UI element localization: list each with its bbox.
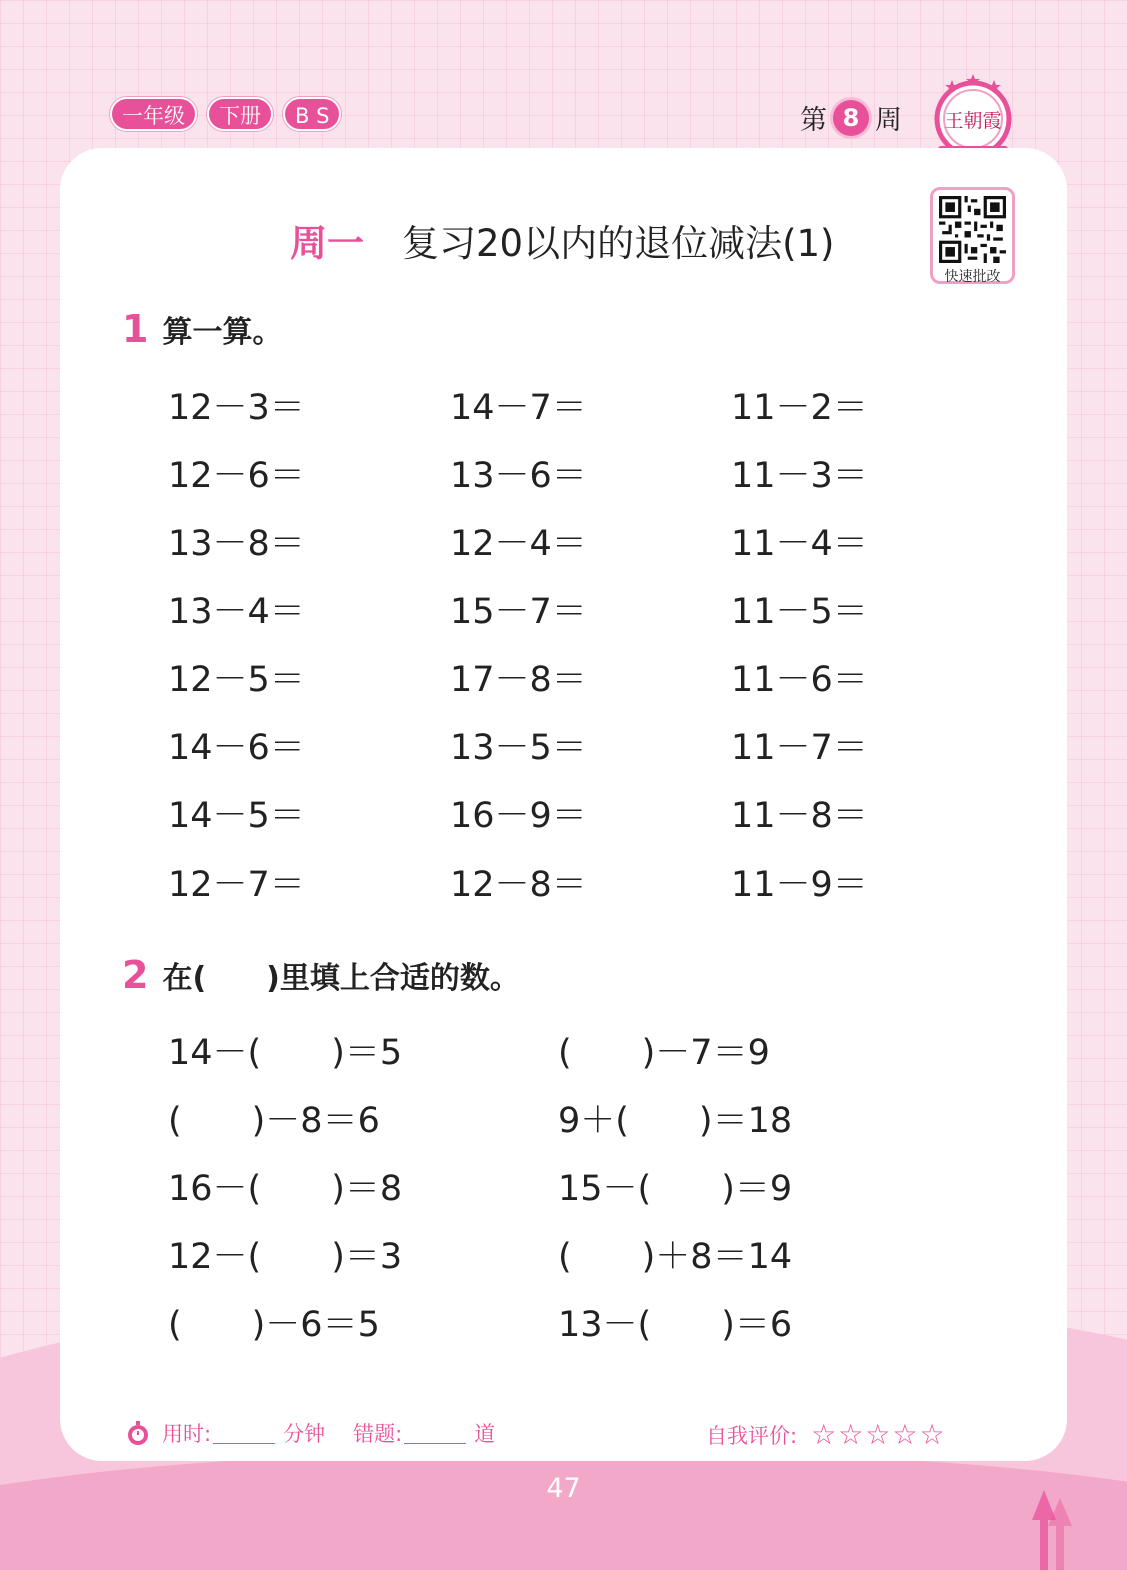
problem-5-2: 17－8＝ xyxy=(450,660,587,700)
week-label xyxy=(800,98,902,137)
section-1-number: 1 xyxy=(122,307,149,351)
time-and-errors xyxy=(124,1418,495,1448)
week-prefix: 第 xyxy=(800,105,827,136)
qr-label: 快速批改 xyxy=(944,269,1001,285)
fill-blank-1-2: ( )－7＝9 xyxy=(558,1033,770,1073)
fill-blank-1-1: 14－( )＝5 xyxy=(168,1033,403,1073)
section-2-number: 2 xyxy=(122,953,149,997)
fill-blank-2-2: 9＋( )＝18 xyxy=(558,1101,793,1141)
star-rating[interactable]: ☆☆☆☆☆ xyxy=(811,1418,947,1451)
problem-2-3: 11－3＝ xyxy=(731,456,868,496)
fill-blank-5-2: 13－( )＝6 xyxy=(558,1305,793,1345)
volume-tag: 下册 xyxy=(207,97,273,131)
problem-8-2: 12－8＝ xyxy=(450,865,587,905)
qr-code-icon xyxy=(939,196,1006,263)
fill-blank-3-2: 15－( )＝9 xyxy=(558,1169,793,1209)
fill-blank-5-1: ( )－6＝5 xyxy=(168,1305,380,1345)
section-2-heading xyxy=(122,953,520,997)
problem-7-1: 14－5＝ xyxy=(168,796,305,836)
self-eval-label: 自我评价: xyxy=(706,1423,798,1448)
problem-1-1: 12－3＝ xyxy=(168,388,305,428)
problem-3-3: 11－4＝ xyxy=(731,524,868,564)
problem-1-2: 14－7＝ xyxy=(450,388,587,428)
problem-5-1: 12－5＝ xyxy=(168,660,305,700)
grade-tag: 一年级 xyxy=(110,97,197,131)
edition-tag: B S xyxy=(283,97,341,131)
problem-6-1: 14－6＝ xyxy=(168,728,305,768)
fill-blank-4-1: 12－( )＝3 xyxy=(168,1237,403,1277)
time-label: 用时: xyxy=(162,1422,212,1446)
fill-blank-4-2: ( )＋8＝14 xyxy=(558,1237,793,1277)
fill-blank-2-1: ( )－8＝6 xyxy=(168,1101,380,1141)
quick-grading-qr[interactable] xyxy=(930,187,1015,284)
problem-2-2: 13－6＝ xyxy=(450,456,587,496)
arrow-decoration-icon xyxy=(1030,1490,1075,1570)
lesson-day: 周一 xyxy=(290,222,364,265)
problem-7-3: 11－8＝ xyxy=(731,796,868,836)
problem-5-3: 11－6＝ xyxy=(731,660,868,700)
section-1-title: 算一算。 xyxy=(162,315,283,350)
errors-blank[interactable] xyxy=(404,1422,466,1444)
fill-blank-3-1: 16－( )＝8 xyxy=(168,1169,403,1209)
problem-4-3: 11－5＝ xyxy=(731,592,868,632)
errors-unit: 道 xyxy=(474,1422,496,1446)
problem-7-2: 16－9＝ xyxy=(450,796,587,836)
problem-6-2: 13－5＝ xyxy=(450,728,587,768)
week-suffix: 周 xyxy=(875,105,902,136)
errors-label: 错题: xyxy=(353,1422,403,1446)
lesson-title xyxy=(290,213,835,267)
self-evaluation xyxy=(706,1418,947,1451)
week-number-badge: 8 xyxy=(833,100,869,136)
background-hill-front xyxy=(0,1450,1127,1570)
problem-4-2: 15－7＝ xyxy=(450,592,587,632)
time-blank[interactable] xyxy=(213,1422,275,1444)
problem-3-2: 12－4＝ xyxy=(450,524,587,564)
time-unit: 分钟 xyxy=(283,1422,326,1446)
lesson-topic: 复习20以内的退位减法(1) xyxy=(402,222,835,265)
problem-8-3: 11－9＝ xyxy=(731,865,868,905)
problem-1-3: 11－2＝ xyxy=(731,388,868,428)
stopwatch-icon xyxy=(124,1419,152,1447)
problem-6-3: 11－7＝ xyxy=(731,728,868,768)
svg-text:王朝霞: 王朝霞 xyxy=(944,110,1002,132)
problem-8-1: 12－7＝ xyxy=(168,865,305,905)
section-2-title: 在( )里填上合适的数。 xyxy=(162,961,520,996)
problem-4-1: 13－4＝ xyxy=(168,592,305,632)
problem-3-1: 13－8＝ xyxy=(168,524,305,564)
grade-tags xyxy=(110,97,341,131)
problem-2-1: 12－6＝ xyxy=(168,456,305,496)
page-number: 47 xyxy=(546,1473,581,1504)
section-1-heading xyxy=(122,307,282,351)
